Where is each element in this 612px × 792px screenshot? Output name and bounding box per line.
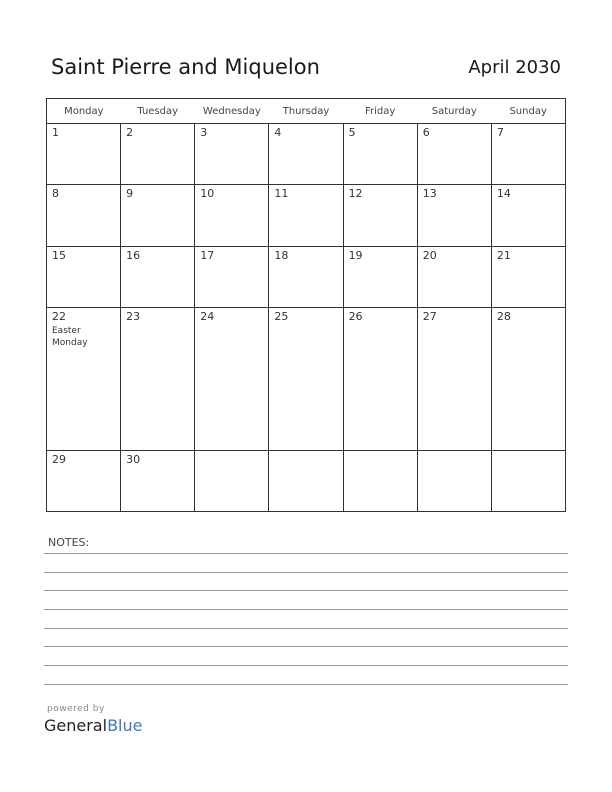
day-cell bbox=[343, 124, 417, 185]
day-cell bbox=[121, 450, 195, 511]
day-cell bbox=[121, 246, 195, 307]
note-line bbox=[44, 628, 568, 629]
day-cell bbox=[343, 308, 417, 450]
day-cell bbox=[491, 308, 565, 450]
weekday-header: Saturday bbox=[417, 99, 491, 124]
day-cell bbox=[195, 308, 269, 450]
day-cell bbox=[343, 185, 417, 246]
day-cell bbox=[121, 185, 195, 246]
day-number: 20 bbox=[422, 248, 437, 262]
weekday-header-row bbox=[47, 99, 566, 124]
day-cell bbox=[491, 450, 565, 511]
day-number: 25 bbox=[274, 310, 289, 324]
day-cell bbox=[417, 308, 491, 450]
day-cell bbox=[195, 450, 269, 511]
day-cell bbox=[47, 450, 121, 511]
day-cell bbox=[269, 185, 343, 246]
day-number: 23 bbox=[126, 310, 141, 324]
day-number: 19 bbox=[348, 248, 363, 262]
day-number: 21 bbox=[496, 248, 511, 262]
weekday-header: Monday bbox=[47, 99, 121, 124]
day-cell bbox=[417, 246, 491, 307]
note-line bbox=[44, 646, 568, 647]
day-cell bbox=[47, 124, 121, 185]
day-cell bbox=[47, 185, 121, 246]
day-number: 18 bbox=[274, 248, 289, 262]
day-cell bbox=[417, 124, 491, 185]
day-cell bbox=[491, 124, 565, 185]
week-row bbox=[47, 246, 566, 307]
day-number: 27 bbox=[422, 310, 437, 324]
day-number: 17 bbox=[200, 248, 215, 262]
day-number: 22 bbox=[52, 310, 66, 324]
calendar-month-title: April 2030 bbox=[468, 57, 561, 78]
day-number: 5 bbox=[348, 126, 356, 139]
day-number: 28 bbox=[496, 310, 511, 324]
notes-label: NOTES: bbox=[48, 536, 90, 549]
day-cell bbox=[47, 246, 121, 307]
day-cell bbox=[195, 124, 269, 185]
day-number: 3 bbox=[200, 126, 208, 139]
day-cell bbox=[343, 246, 417, 307]
calendar-grid bbox=[46, 98, 566, 512]
generalblue-logo bbox=[44, 716, 142, 735]
day-cell bbox=[121, 308, 195, 450]
note-line bbox=[44, 609, 568, 610]
day-cell bbox=[47, 308, 121, 450]
week-row bbox=[47, 450, 566, 511]
day-cell bbox=[417, 185, 491, 246]
day-number: 4 bbox=[274, 126, 282, 139]
day-number: 16 bbox=[126, 248, 141, 262]
note-line bbox=[44, 572, 568, 573]
day-cell bbox=[417, 450, 491, 511]
day-number: 14 bbox=[496, 187, 511, 201]
weekday-header: Friday bbox=[343, 99, 417, 124]
day-number: 11 bbox=[274, 187, 289, 201]
day-cell bbox=[269, 246, 343, 307]
day-number: 30 bbox=[126, 452, 141, 466]
day-number: 8 bbox=[52, 187, 59, 201]
day-number: 1 bbox=[52, 126, 59, 139]
day-number: 13 bbox=[422, 187, 437, 201]
weekday-header: Wednesday bbox=[195, 99, 269, 124]
weekday-header: Sunday bbox=[491, 99, 565, 124]
day-cell bbox=[269, 308, 343, 450]
calendar-country-title: Saint Pierre and Miquelon bbox=[51, 55, 320, 79]
day-number: 7 bbox=[496, 126, 504, 139]
day-cell bbox=[491, 246, 565, 307]
week-row bbox=[47, 185, 566, 246]
weekday-header: Thursday bbox=[269, 99, 343, 124]
day-cell bbox=[269, 450, 343, 511]
week-row bbox=[47, 308, 566, 450]
day-cell bbox=[269, 124, 343, 185]
day-number: 10 bbox=[200, 187, 215, 201]
day-number: 6 bbox=[422, 126, 430, 139]
holiday-label: Easter Monday bbox=[52, 326, 88, 349]
day-cell bbox=[195, 185, 269, 246]
note-line bbox=[44, 665, 568, 666]
day-number: 26 bbox=[348, 310, 363, 324]
powered-by-text: powered by bbox=[47, 704, 105, 714]
weekday-header: Tuesday bbox=[121, 99, 195, 124]
day-cell bbox=[121, 124, 195, 185]
note-line bbox=[44, 553, 568, 554]
logo-text-blue: Blue bbox=[107, 716, 143, 735]
week-row bbox=[47, 124, 566, 185]
day-cell bbox=[195, 246, 269, 307]
logo-text-general: General bbox=[44, 716, 108, 735]
day-number: 15 bbox=[52, 248, 66, 262]
day-number: 2 bbox=[126, 126, 134, 139]
day-number: 29 bbox=[52, 452, 66, 466]
note-line bbox=[44, 590, 568, 591]
day-cell bbox=[343, 450, 417, 511]
note-line bbox=[44, 684, 568, 685]
day-number: 9 bbox=[126, 187, 134, 201]
day-number: 24 bbox=[200, 310, 215, 324]
day-cell bbox=[491, 185, 565, 246]
day-number: 12 bbox=[348, 187, 363, 201]
